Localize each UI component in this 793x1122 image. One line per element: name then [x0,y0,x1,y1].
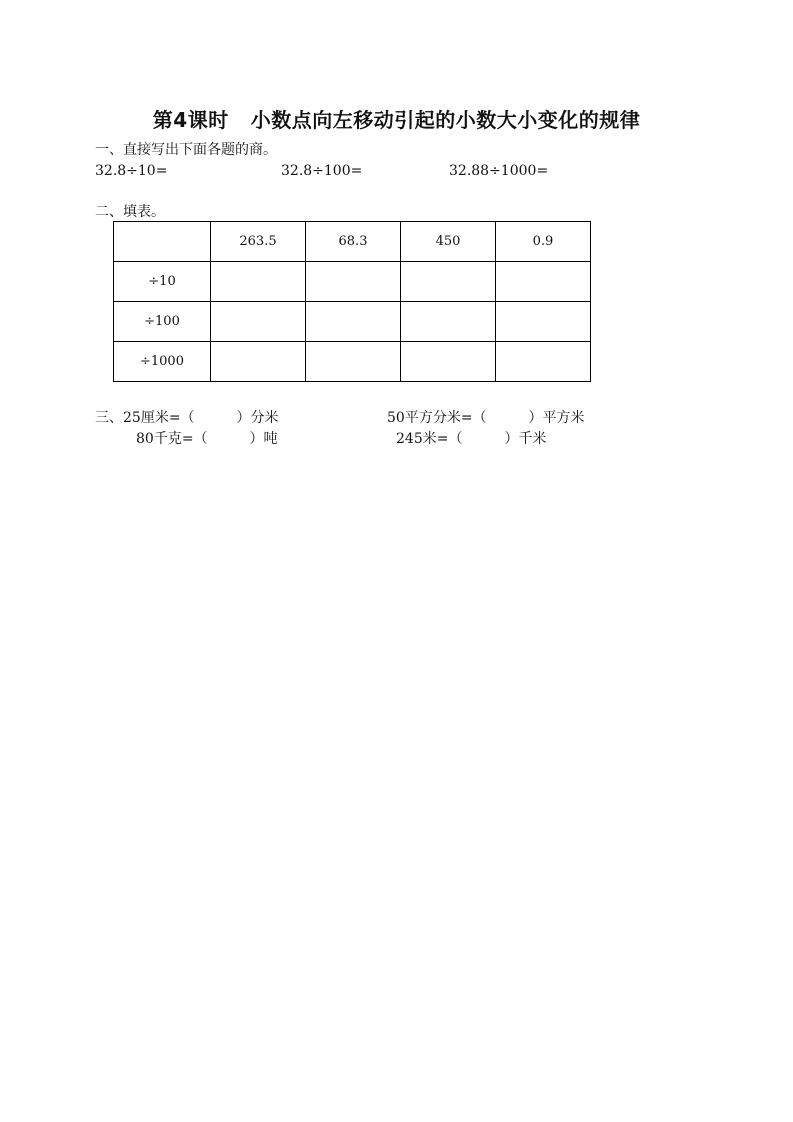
table-column-header: 68.3 [306,222,401,262]
lesson-number: 第4课时 [152,108,229,132]
conversion-item-3: 80千克=（ ）吨 [136,431,278,447]
table-row-label: ÷1000 [114,342,211,382]
answer-cell[interactable] [401,262,496,302]
fill-table [113,221,591,382]
table-row [114,262,591,302]
answer-cell[interactable] [401,302,496,342]
section1-heading: 一、直接写出下面各题的商。 [95,142,277,158]
conversion-item-2: 50平方分米=（ ）平方米 [387,410,585,426]
page-title [0,104,793,133]
answer-cell[interactable] [306,302,401,342]
answer-cell[interactable] [306,342,401,382]
table-row [114,342,591,382]
problem-2: 32.8÷100= [281,163,363,179]
answer-cell[interactable] [496,342,591,382]
table-column-header: 450 [401,222,496,262]
table-row-label: ÷100 [114,302,211,342]
answer-cell[interactable] [496,302,591,342]
table-corner-cell [114,222,211,262]
conversion-item-4: 245米=（ ）千米 [396,431,547,447]
answer-cell[interactable] [496,262,591,302]
answer-cell[interactable] [211,342,306,382]
answer-cell[interactable] [211,262,306,302]
problem-3: 32.88÷1000= [449,163,549,179]
answer-cell[interactable] [401,342,496,382]
table-header-row [114,222,591,262]
answer-cell[interactable] [211,302,306,342]
table-column-header: 263.5 [211,222,306,262]
lesson-topic: 小数点向左移动引起的小数大小变化的规律 [250,108,641,132]
conversion-item-1: 三、25厘米=（ ）分米 [95,410,279,426]
table-column-header: 0.9 [496,222,591,262]
table-row-label: ÷10 [114,262,211,302]
answer-cell[interactable] [306,262,401,302]
problem-1: 32.8÷10= [95,163,168,179]
table-row [114,302,591,342]
section2-heading: 二、填表。 [95,204,165,220]
